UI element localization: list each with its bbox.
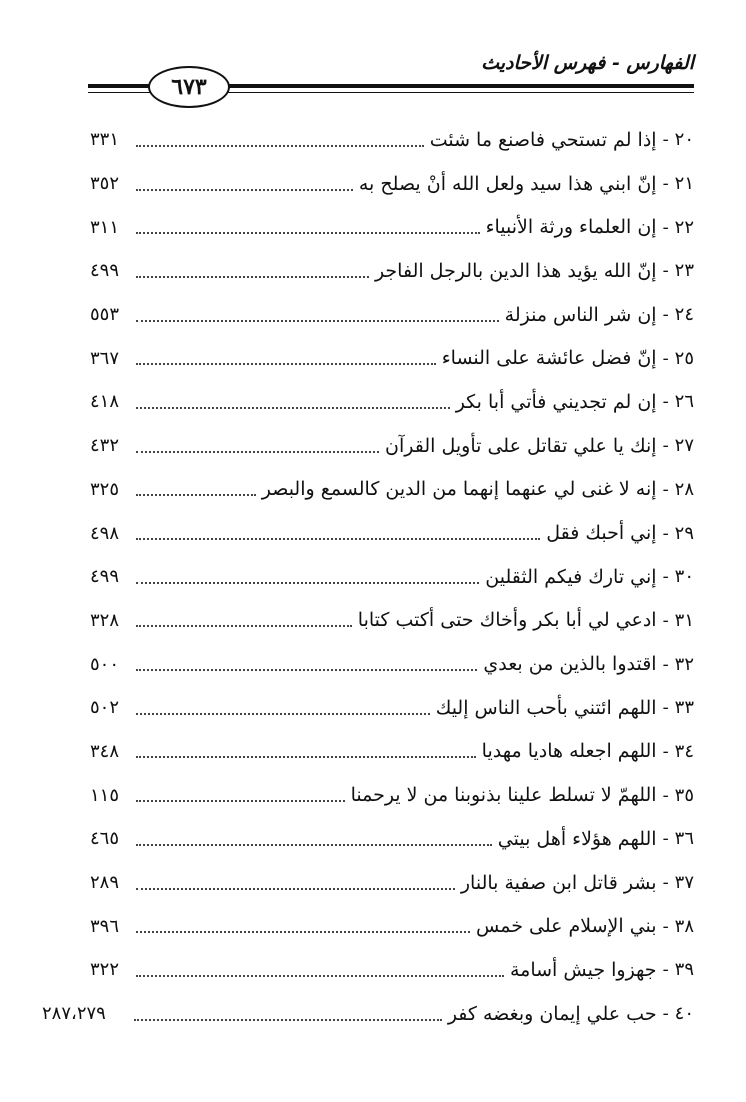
entry-page: ٣٦٧ bbox=[90, 347, 120, 369]
entry-text: إني تارك فيكم الثقلين bbox=[485, 565, 657, 588]
index-entry bbox=[90, 686, 694, 730]
index-entry bbox=[90, 948, 694, 992]
dot-leader bbox=[136, 625, 352, 627]
entry-number: ٣٥ bbox=[674, 784, 694, 806]
index-entry bbox=[90, 511, 694, 555]
entry-text: حب علي إيمان وبغضه كفر bbox=[447, 1002, 657, 1025]
entry-text: إنك يا علي تقاتل على تأويل القرآن bbox=[385, 434, 657, 457]
entry-separator: - bbox=[662, 216, 669, 238]
entry-text: اللهم اجعله هاديا مهديا bbox=[481, 740, 657, 763]
entry-number: ٢٨ bbox=[674, 478, 694, 500]
entry-page: ٥٠٠ bbox=[90, 653, 120, 675]
entry-number: ٢٦ bbox=[674, 391, 694, 413]
dot-leader bbox=[136, 538, 540, 540]
entry-number: ٣٩ bbox=[674, 959, 694, 981]
entry-text: بشر قاتل ابن صفية بالنار bbox=[460, 871, 657, 894]
dot-leader bbox=[136, 669, 477, 671]
page-number-badge bbox=[148, 66, 230, 108]
entry-text: إني أحبك فقل bbox=[546, 522, 657, 545]
hadith-index-list bbox=[42, 118, 694, 1035]
entry-number: ٣٦ bbox=[674, 828, 694, 850]
entry-separator: - bbox=[662, 478, 669, 500]
entry-page: ٥٥٣ bbox=[90, 304, 120, 326]
index-entry bbox=[90, 293, 694, 337]
entry-number: ٢٠ bbox=[674, 129, 694, 151]
dot-leader bbox=[136, 320, 499, 322]
entry-text: إنّ فضل عائشة على النساء bbox=[441, 347, 657, 370]
entry-text: إذا لم تستحي فاصنع ما شئت bbox=[429, 128, 657, 151]
dot-leader bbox=[136, 363, 436, 365]
entry-number: ٣١ bbox=[674, 609, 694, 631]
entry-page: ٢٨٧،٢٧٩ bbox=[42, 1003, 106, 1025]
entry-separator: - bbox=[662, 173, 669, 195]
index-entry bbox=[90, 336, 694, 380]
index-entry bbox=[90, 118, 694, 162]
entry-text: إنه لا غنى لي عنهما إنهما من الدين كالسمع والبصر bbox=[261, 478, 657, 501]
index-entry bbox=[90, 642, 694, 686]
entry-page: ٣٩٦ bbox=[90, 915, 120, 937]
entry-number: ٢١ bbox=[674, 173, 694, 195]
dot-leader bbox=[134, 1019, 442, 1021]
entry-page: ١١٥ bbox=[90, 784, 120, 806]
dot-leader bbox=[136, 189, 353, 191]
entry-page: ٤١٨ bbox=[90, 391, 120, 413]
entry-page: ٣٥٢ bbox=[90, 173, 120, 195]
entry-page: ٤٩٩ bbox=[90, 260, 120, 282]
entry-page: ٣١١ bbox=[90, 216, 120, 238]
index-entry bbox=[90, 904, 694, 948]
entry-separator: - bbox=[662, 740, 669, 762]
entry-text: إن العلماء ورثة الأنبياء bbox=[485, 216, 657, 239]
dot-leader bbox=[136, 800, 345, 802]
entry-separator: - bbox=[662, 609, 669, 631]
index-entry bbox=[90, 817, 694, 861]
entry-separator: - bbox=[662, 566, 669, 588]
entry-page: ٣٢٢ bbox=[90, 959, 120, 981]
entry-text: اقتدوا بالذين من بعدي bbox=[483, 653, 657, 676]
dot-leader bbox=[136, 276, 369, 278]
entry-separator: - bbox=[662, 872, 669, 894]
entry-separator: - bbox=[662, 653, 669, 675]
entry-page: ٣٢٥ bbox=[90, 478, 120, 500]
index-entry bbox=[90, 555, 694, 599]
entry-number: ٤٠ bbox=[674, 1003, 694, 1025]
entry-number: ٢٥ bbox=[674, 347, 694, 369]
entry-text: إنّ ابني هذا سيد ولعل الله أنْ يصلح به bbox=[358, 172, 657, 195]
index-entry bbox=[42, 992, 694, 1036]
dot-leader bbox=[136, 145, 424, 147]
entry-separator: - bbox=[662, 915, 669, 937]
index-entry bbox=[90, 205, 694, 249]
page-number: ٦٧٣ bbox=[171, 74, 207, 100]
entry-text: اللهم هؤلاء أهل بيتي bbox=[497, 827, 657, 850]
index-entry bbox=[90, 861, 694, 905]
entry-text: إنّ الله يؤيد هذا الدين بالرجل الفاجر bbox=[374, 259, 657, 282]
entry-text: اللهمّ لا تسلط علينا بذنوبنا من لا يرحمنا bbox=[350, 784, 657, 807]
index-entry bbox=[90, 468, 694, 512]
entry-page: ٣٢٨ bbox=[90, 609, 120, 631]
entry-text: إن لم تجديني فأتي أبا بكر bbox=[455, 390, 657, 413]
entry-separator: - bbox=[662, 697, 669, 719]
entry-page: ٣٣١ bbox=[90, 129, 120, 151]
index-entry bbox=[90, 599, 694, 643]
dot-leader bbox=[136, 232, 480, 234]
entry-page: ٤٩٩ bbox=[90, 566, 120, 588]
entry-number: ٢٩ bbox=[674, 522, 694, 544]
index-entry bbox=[90, 730, 694, 774]
dot-leader bbox=[136, 756, 476, 758]
index-entry bbox=[90, 162, 694, 206]
dot-leader bbox=[136, 931, 470, 933]
entry-page: ٤٦٥ bbox=[90, 828, 120, 850]
entry-separator: - bbox=[662, 347, 669, 369]
entry-number: ٢٤ bbox=[674, 304, 694, 326]
dot-leader bbox=[136, 451, 379, 453]
index-entry bbox=[90, 424, 694, 468]
index-entry bbox=[90, 249, 694, 293]
entry-number: ٢٧ bbox=[674, 435, 694, 457]
entry-text: إن شر الناس منزلة bbox=[504, 303, 657, 326]
entry-number: ٣٨ bbox=[674, 915, 694, 937]
dot-leader bbox=[136, 888, 455, 890]
entry-number: ٢٣ bbox=[674, 260, 694, 282]
entry-separator: - bbox=[662, 304, 669, 326]
entry-separator: - bbox=[662, 959, 669, 981]
entry-separator: - bbox=[662, 391, 669, 413]
entry-number: ٣٧ bbox=[674, 872, 694, 894]
dot-leader bbox=[136, 844, 492, 846]
entry-number: ٣٤ bbox=[674, 740, 694, 762]
index-entry bbox=[90, 773, 694, 817]
entry-page: ٤٣٢ bbox=[90, 435, 120, 457]
entry-page: ٣٤٨ bbox=[90, 740, 120, 762]
entry-text: ادعي لي أبا بكر وأخاك حتى أكتب كتابا bbox=[357, 609, 657, 632]
entry-text: اللهم ائتني بأحب الناس إليك bbox=[435, 696, 657, 719]
dot-leader bbox=[136, 582, 479, 584]
entry-text: بني الإسلام على خمس bbox=[476, 915, 657, 938]
index-entry bbox=[90, 380, 694, 424]
entry-separator: - bbox=[662, 784, 669, 806]
entry-number: ٣٢ bbox=[674, 653, 694, 675]
entry-page: ٢٨٩ bbox=[90, 872, 120, 894]
entry-number: ٣٣ bbox=[674, 697, 694, 719]
entry-separator: - bbox=[662, 1003, 669, 1025]
dot-leader bbox=[136, 975, 504, 977]
entry-text: جهزوا جيش أسامة bbox=[509, 958, 657, 981]
dot-leader bbox=[136, 494, 256, 496]
entry-separator: - bbox=[662, 260, 669, 282]
entry-page: ٥٠٢ bbox=[90, 697, 120, 719]
running-header-title: الفهارس - فهرس الأحاديث bbox=[481, 52, 694, 74]
entry-separator: - bbox=[662, 522, 669, 544]
entry-number: ٣٠ bbox=[674, 566, 694, 588]
entry-number: ٢٢ bbox=[674, 216, 694, 238]
entry-separator: - bbox=[662, 435, 669, 457]
entry-separator: - bbox=[662, 129, 669, 151]
entry-page: ٤٩٨ bbox=[90, 522, 120, 544]
dot-leader bbox=[136, 407, 450, 409]
entry-separator: - bbox=[662, 828, 669, 850]
dot-leader bbox=[136, 713, 430, 715]
